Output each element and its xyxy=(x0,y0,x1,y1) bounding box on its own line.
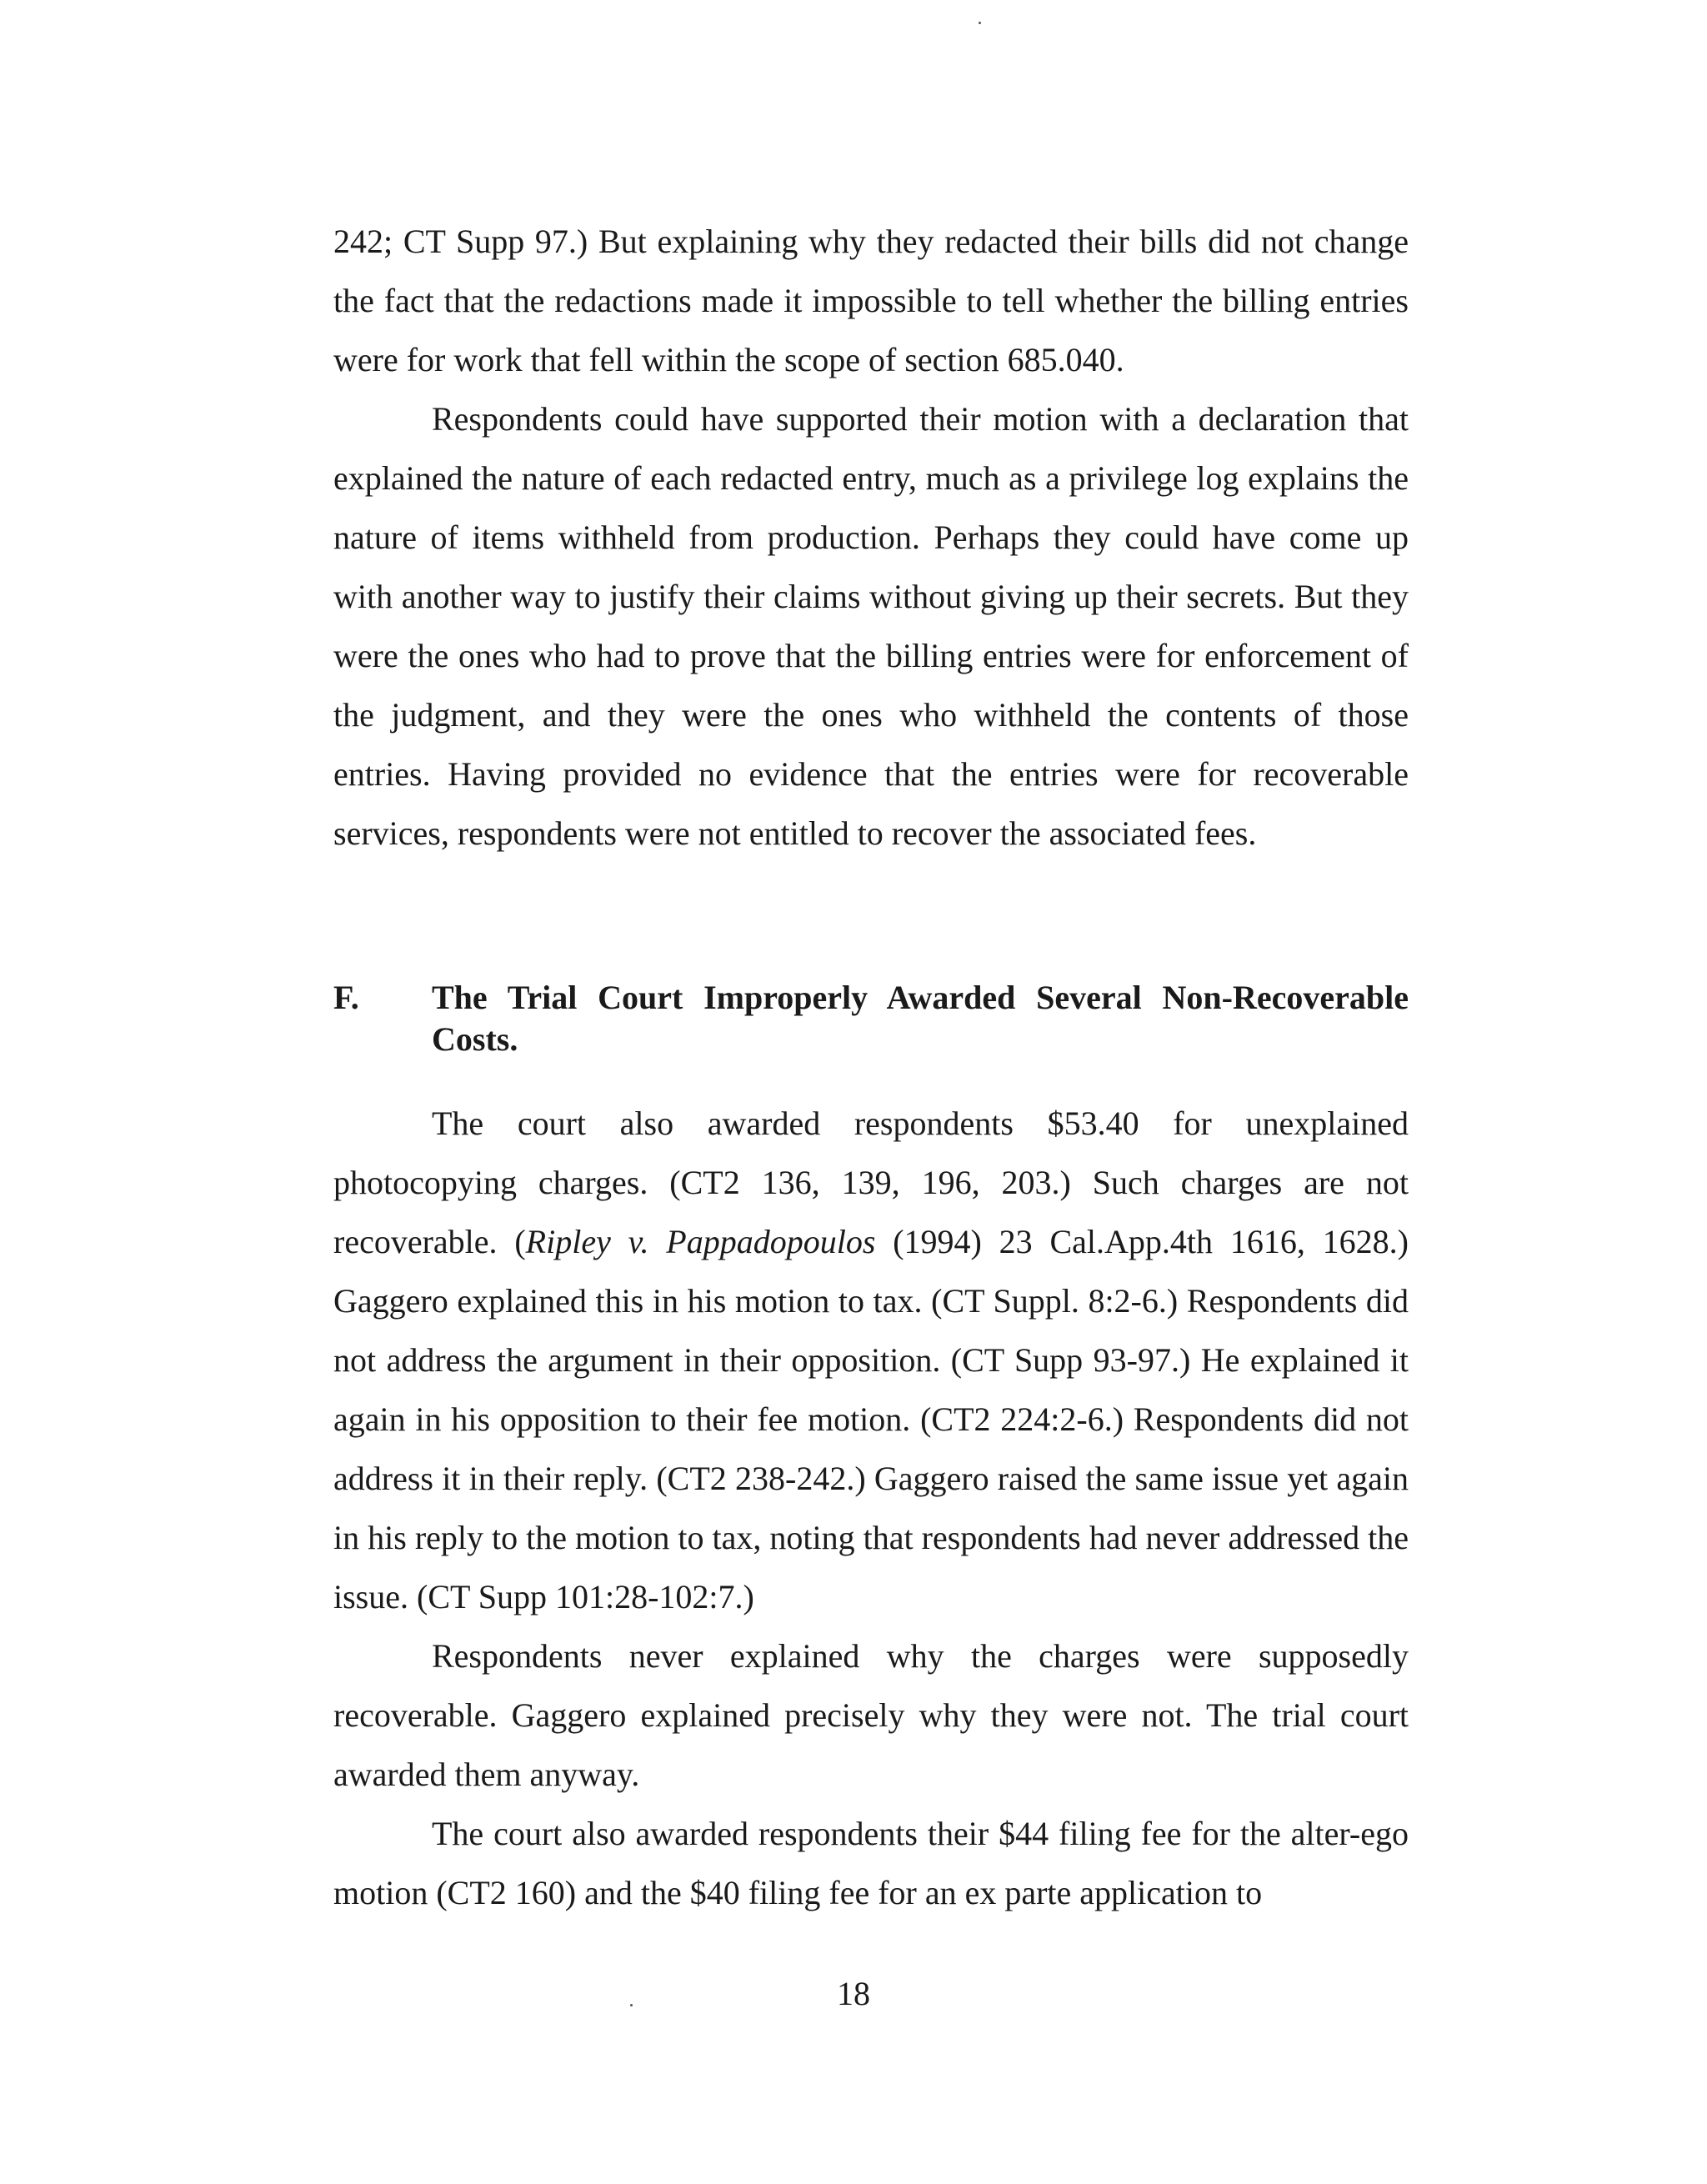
paragraph-photocopying-part1: The court also awarded respondents $53.40 for unexplained photocopying charges. (CT2 136, 139, 196, 203.) Such charges are not recoverable. ( xyxy=(333,1105,1409,1260)
paragraph-continuation: 242; CT Supp 97.) But explaining why they redacted their bills did not change the fact that the redactions made it impossible to tell whether the billing entries were for work that fell within the scope of section 685.040. xyxy=(333,223,1409,378)
paragraph-respondents-declaration: Respondents could have supported their motion with a declaration that explained the nature of each redacted entry, much as a privilege log explains the nature of items withheld from production. Perhaps they could have come up with another way to justify their claims without giving up their secrets. But they were the ones who had to prove that the billing entries were for enforcement of the judgment, and they were the ones who withheld the contents of those entries. Having provided no evidence that the entries were for recoverable services, respondents were not entitled to recover the associated fees. xyxy=(333,400,1409,852)
case-citation-name: Ripley v. Pappadopoulos xyxy=(525,1223,876,1260)
paragraph-filing-fees: The court also awarded respondents their $44 filing fee for the alter-ego motion (CT2 160) and the $40 filing fee for an ex parte application to xyxy=(333,1815,1409,1911)
paragraph-photocopying-charges xyxy=(333,1094,1409,1626)
section-heading-title: The Trial Court Improperly Awarded Several Non-Recoverable Costs. xyxy=(432,979,1409,1058)
page-number: 18 xyxy=(837,1975,870,2012)
paragraph-never-explained: Respondents never explained why the charges were supposedly recoverable. Gaggero explained precisely why they were not. The trial court awarded them anyway. xyxy=(333,1637,1409,1793)
paragraph-photocopying-part2: (1994) 23 Cal.App.4th 1616, 1628.) Gaggero explained this in his motion to tax. (CT Suppl. 8:2-6.) Respondents did not address the argument in their opposition. (CT Supp 93-97.) He explained it again in his opposition to their fee motion. (CT2 224:2-6.) Respondents did not address it in their reply. (CT2 238-242.) Gaggero raised the same issue yet again in his reply to the motion to tax, noting that respondents had never addressed the issue. (CT Supp 101:28-102:7.) xyxy=(333,1223,1409,1615)
scan-speck xyxy=(979,22,981,24)
section-heading-letter: F. xyxy=(333,979,359,1016)
body-text-top xyxy=(333,212,1409,863)
body-text-bottom xyxy=(333,1094,1409,1922)
